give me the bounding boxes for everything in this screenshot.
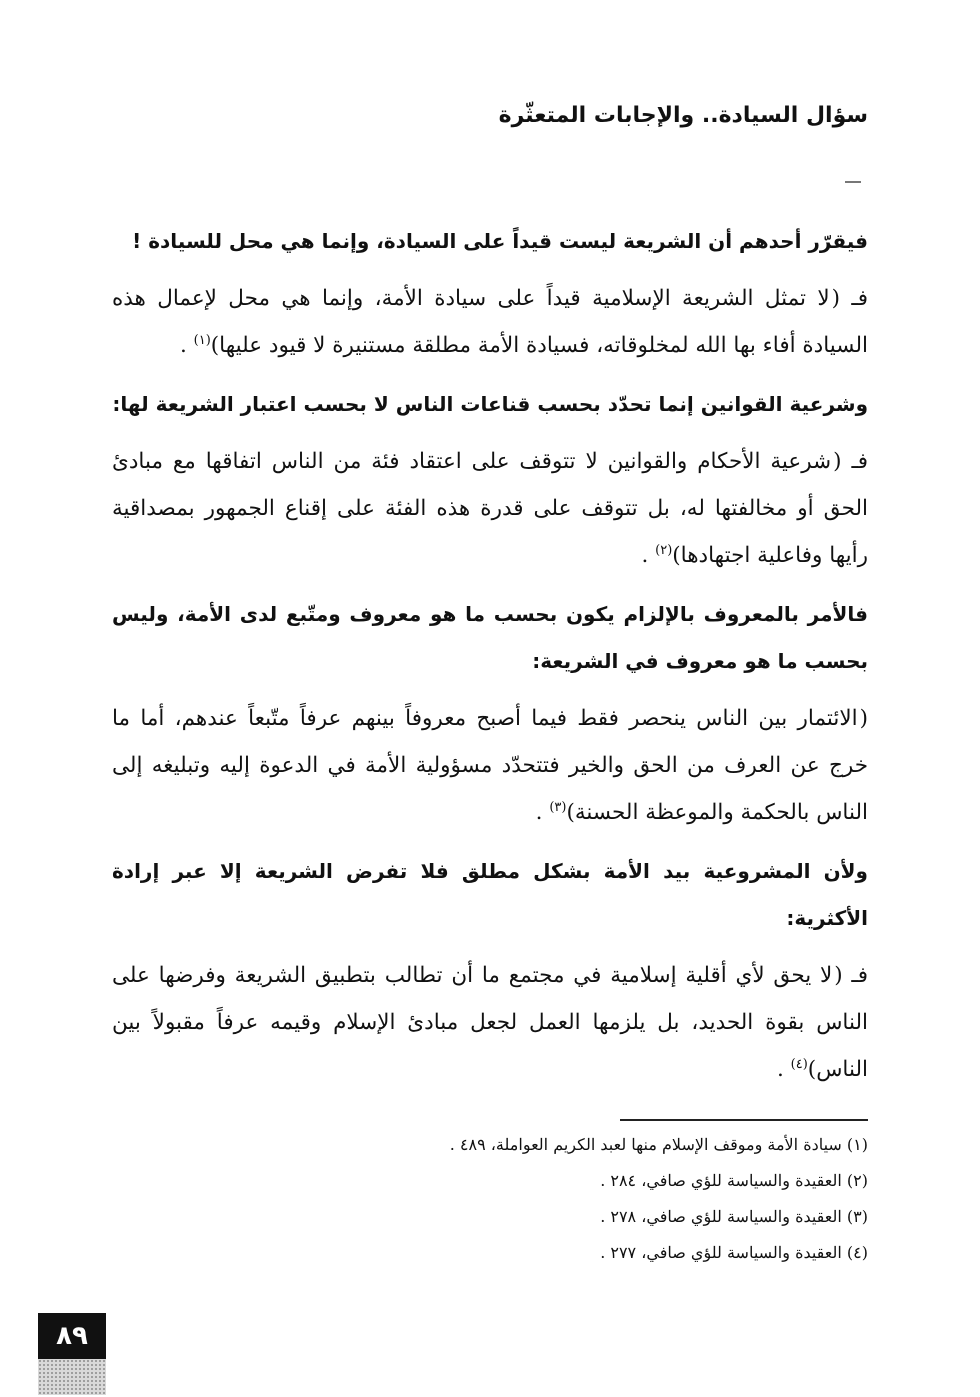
footnote-reference[interactable]: (٢) (655, 542, 673, 558)
body-text (112, 218, 868, 1105)
running-header: سؤال السيادة.. والإجابات المتعثّرة (498, 103, 868, 128)
quote-paragraph-4: فـ (لا يحق لأي أقلية إسلامية في مجتمع ما أن تطالب بتطبيق الشريعة وفرضها على الناس بقوة الحديد، بل يلزمها العمل لجعل مبادئ الإسلام وقيمه عرفاً مقبولاً بين الناس)$^{(٤)}$ . (112, 963, 868, 1082)
thesis-paragraph-1 (112, 218, 868, 265)
footnote-text: سيادة الأمة وموقف الإسلام منها لعبد الكريم العواملة، ٤٨٩ . (449, 1135, 842, 1154)
header-divider-mark (845, 181, 861, 183)
quote-prefix: فـ (851, 963, 868, 988)
quote-text: شرعية الأحكام والقوانين لا تتوقف على اعتقاد فئة من الناس اتفاقها مع مبادئ الحق أو مخالفتها له، بل تتوقف على قدرة هذه الفئة على إقناع الجمهور بمصداقية رأيها وفاعلية اجتهادها (112, 449, 868, 568)
footnote-marker: (٣) (846, 1207, 868, 1226)
thesis-text: ولأن المشروعية بيد الأمة بشكل مطلق فلا تفرض الشريعة إلا عبر إرادة الأكثرية: (112, 859, 868, 930)
thesis-text: فالأمر بالمعروف بالإلزام يكون بحسب ما هو معروف ومتّبع لدى الأمة، وليس بحسب ما هو معروف في الشريعة: (112, 602, 868, 673)
quote-prefix: فـ (851, 449, 869, 474)
footnotes-list (112, 1127, 868, 1271)
quote-text: لا يحق لأي أقلية إسلامية في مجتمع ما أن تطالب بتطبيق الشريعة وفرضها على الناس بقوة الحديد، بل يلزمها العمل لجعل مبادئ الإسلام وقيمه عرفاً مقبولاً بين الناس (112, 963, 868, 1082)
open-paren: ( (834, 963, 843, 988)
footnote-item (112, 1199, 868, 1235)
open-paren: ( (831, 286, 841, 311)
page-number-dotted-tab (38, 1359, 106, 1395)
footnote-marker: (٤) (846, 1243, 868, 1262)
quote-text: لا تمثل الشريعة الإسلامية قيداً على سيادة الأمة، وإنما هي محل لإعمال هذه السيادة أفاء بها الله لمخلوقاته، فسيادة الأمة مطلقة مستنيرة لا قيود عليها (112, 286, 868, 358)
thesis-paragraph-4 (112, 848, 868, 942)
footnote-marker: (١) (846, 1135, 868, 1154)
footnote-reference[interactable]: (٤) (790, 1056, 808, 1072)
quote-paragraph-2: فـ (شرعية الأحكام والقوانين لا تتوقف على اعتقاد فئة من الناس اتفاقها مع مبادئ الحق أو مخالفتها له، بل تتوقف على قدرة هذه الفئة على إقناع الجمهور بمصداقية رأيها وفاعلية اجتهادها)$^{(٢)}$ . (112, 449, 869, 568)
footnote-text: العقيدة والسياسة للؤي صافي، ٢٧٨ . (600, 1207, 842, 1226)
footnote-item (112, 1235, 868, 1271)
footnote-reference[interactable]: (٣) (549, 799, 567, 815)
open-paren: ( (833, 449, 842, 474)
sentence-end: . (641, 543, 649, 568)
sentence-end: . (535, 800, 543, 825)
footnote-text: العقيدة والسياسة للؤي صافي، ٢٨٤ . (600, 1171, 842, 1190)
footnote-separator (620, 1119, 868, 1121)
thesis-text: فيقرّر أحدهم أن الشريعة ليست قيداً على السيادة، وإنما هي محل للسيادة ! (132, 229, 868, 253)
footnote-reference[interactable]: (١) (193, 332, 211, 348)
sentence-end: . (776, 1057, 784, 1082)
thesis-paragraph-3 (112, 591, 868, 685)
quote-text: الائتمار بين الناس ينحصر فقط فيما أصبح معروفاً بينهم عرفاً متّبعاً عندهم، أما ما خرج عن العرف من الحق والخير فتتحدّد مسؤولية الأمة في الدعوة إليه وتبليغه إلى الناس بالحكمة والموعظة الحسنة (112, 706, 868, 825)
open-paren: ( (859, 706, 868, 731)
footnote-text: العقيدة والسياسة للؤي صافي، ٢٧٧ . (600, 1243, 842, 1262)
thesis-text: وشرعية القوانين إنما تحدّد بحسب قناعات الناس لا بحسب اعتبار الشريعة لها: (112, 392, 868, 416)
footnote-marker: (٢) (846, 1171, 868, 1190)
sentence-end: . (179, 333, 187, 358)
thesis-paragraph-2 (112, 381, 868, 428)
page-number: ٨٩ (38, 1313, 106, 1359)
footnote-item (112, 1163, 868, 1199)
quote-prefix: فـ (851, 286, 868, 311)
quote-paragraph-3: (الائتمار بين الناس ينحصر فقط فيما أصبح معروفاً بينهم عرفاً متّبعاً عندهم، أما ما خرج عن العرف من الحق والخير فتتحدّد مسؤولية الأمة في الدعوة إليه وتبليغه إلى الناس بالحكمة والموعظة الحسنة)$^{(٣)}$ . (112, 706, 868, 825)
quote-paragraph-1: فـ (لا تمثل الشريعة الإسلامية قيداً على سيادة الأمة، وإنما هي محل لإعمال هذه السيادة أفاء بها الله لمخلوقاته، فسيادة الأمة مطلقة مستنيرة لا قيود عليها)$^{(١)}$ . (112, 286, 868, 358)
footnote-item (112, 1127, 868, 1163)
